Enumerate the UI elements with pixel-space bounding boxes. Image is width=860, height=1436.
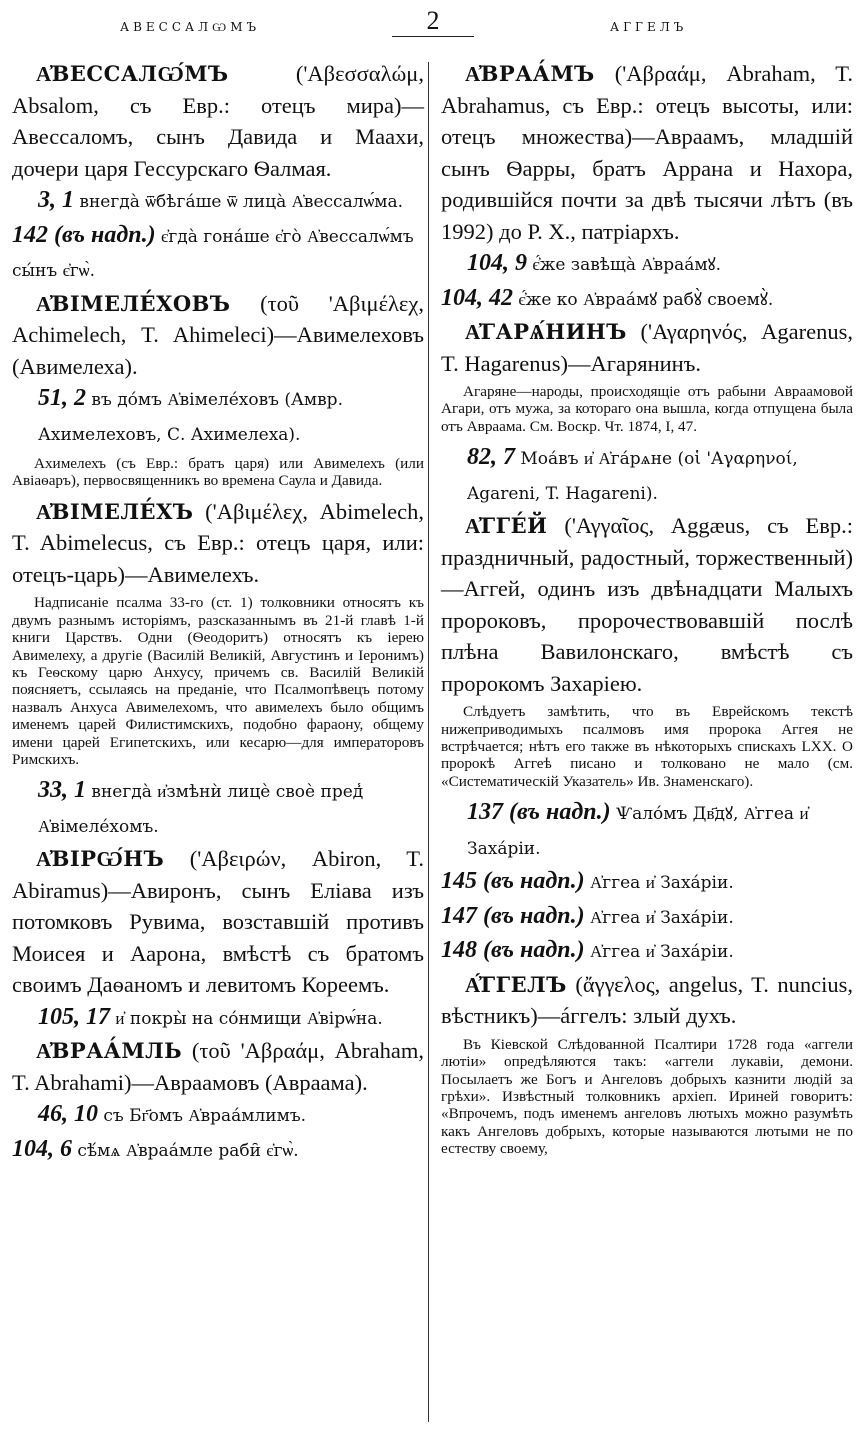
- citation-reference: 33, 1: [38, 777, 86, 804]
- psalm-citation: [441, 934, 853, 969]
- dictionary-entry: [12, 496, 424, 591]
- citation-reference: 105, 17: [38, 1003, 110, 1030]
- citation-reference: 3, 1: [38, 187, 74, 213]
- psalm-citation: [467, 247, 853, 282]
- entry-headword: А҆ВРАА́МЛЬ: [36, 1038, 183, 1064]
- citation-reference: 137 (въ надп.): [467, 799, 611, 826]
- entry-headword: А҆́ГГЕЛЪ: [465, 971, 567, 997]
- entry-definition: (ἄγγελος, angelus, T. nuncius, вѣстникъ)—áггелъ: злый духъ.: [441, 971, 853, 1029]
- citation-reference: 51, 2: [38, 385, 86, 411]
- dictionary-entry: [441, 510, 853, 699]
- dictionary-entry: [441, 58, 853, 247]
- entry-definition: ('Αβραάμ, Abraham, T. Abrahamus, съ Евр.: отецъ высоты, или: отецъ множества)—Авраамъ, младшій сынъ Ѳарры, братъ Аррана и Нахора, родившійся почти за двѣ тысячи лѣтъ (въ 1992) до Р. Х., патріархъ.: [441, 61, 853, 244]
- citation-slavonic-text: сѣ́мѧ А҆враа́мле раби̑ є҆гѡ̀.: [72, 1140, 299, 1161]
- header-left-word: АВЕССАЛѠМЪ: [120, 20, 261, 34]
- entry-definition: ('Αβιμέλεχ, Abimelech, T. Abimelecus, съ Евр.: отецъ царя, или: отецъ-царь)—Авимелехъ.: [12, 498, 424, 587]
- citation-reference: 104, 9: [467, 250, 527, 276]
- right-column: [441, 58, 853, 1164]
- citation-slavonic-text: Ѱало́мъ Дв҃дꙋ, А҆ггеа и҆ Заха́ріи.: [467, 804, 809, 859]
- psalm-citation: [38, 1098, 424, 1133]
- citation-slavonic-text: въ до́мъ А҆вімеле́ховъ (Амвр. Ахимелеховъ, С. Ахимелеха).: [38, 390, 343, 445]
- citation-reference: 104, 42: [441, 284, 513, 311]
- citation-reference: 145 (въ надп.): [441, 868, 585, 895]
- entry-definition: ('Αγαρηνός, Agarenus, T. Hagarenus)—Агарянинъ.: [441, 319, 853, 376]
- psalm-citation: [467, 441, 853, 510]
- citation-slavonic-text: є҆гда̀ гона́ше є҆го̀ А҆вессалѡ́мъ сы́нъ є҆гѡ̀.: [12, 226, 414, 281]
- citation-reference: 147 (въ надп.): [441, 902, 585, 929]
- column-divider: [428, 62, 429, 1422]
- psalm-citation: [38, 774, 424, 843]
- entry-definition: (τοῦ 'Αβιμέλεχ, Achimelech, T. Ahimeleci)—Авимелеховъ (Авимелеха).: [12, 290, 424, 379]
- entry-headword: А҆ВРАА́МЪ: [465, 61, 595, 86]
- citation-slavonic-text: внегда̀ и҆змѣнѝ лицѐ своѐ пред̾ А҆вімеле́хомъ.: [38, 782, 364, 837]
- citation-slavonic-text: є҆́же завѣща̀ А҆враа́мꙋ.: [527, 255, 721, 275]
- citation-slavonic-text: внегда̀ ѿбѣга́ше ѿ лица̀ А҆вессалѡ́ма.: [74, 192, 404, 212]
- dictionary-entry: [441, 969, 853, 1032]
- entry-headword: А҆ГАРѦ́НИНЪ: [465, 319, 627, 344]
- citation-reference: 104, 6: [12, 1135, 72, 1162]
- entry-headword: А҆ВІМЕЛЕ́ХОВЪ: [36, 290, 231, 316]
- entry-definition: ('Αβεσσαλώμ, Absalom, съ Евр.: отецъ мира)—Авессаломъ, сынъ Давида и Маахи, дочери царя Гессурскаго Ѳалмая.: [12, 61, 424, 181]
- dictionary-entry: [12, 843, 424, 1001]
- citation-reference: 142 (въ надп.): [12, 221, 156, 248]
- entry-headword: А҆ВІМЕЛЕ́ХЪ: [36, 498, 194, 524]
- entry-note: Въ Кіевской Слѣдованной Псалтири 1728 года «аггели лютіи» опредѣляются такъ: «аггели лукавіи, демони. Посылаетъ же Богъ и Ангеловъ добрыхъ казнити людій за грѣхи». Извѣстный толковникъ архіеп. Ириней говоритъ: «Впрочемъ, подъ именемъ ангеловъ лютыхъ можно разумѣть какъ Ангеловъ добрыхъ, которые называются лютыми не по естеству своему,: [441, 1035, 853, 1158]
- citation-reference: 82, 7: [467, 444, 515, 471]
- citation-slavonic-text: А҆ггеа и҆ Заха́ріи.: [584, 907, 734, 928]
- entry-headword: А҆ГГЕ́Й: [465, 513, 548, 539]
- running-header: [0, 6, 860, 46]
- entry-note: Агаряне—народы, происходящіе отъ рабыни Авраамовой Агари, отъ мужа, за котораго она вышла, когда отпущена была отъ Авраама. См. Воскр. Чт. 1874, I, 47.: [441, 383, 853, 435]
- citation-slavonic-text: А҆ггеа и҆ Заха́ріи.: [584, 942, 734, 963]
- citation-slavonic-text: є҆́же ко А҆враа́мꙋ рабꙋ̀ своемꙋ̀.: [513, 289, 774, 310]
- entry-definition: ('Αβειρών, Abiron, T. Abiramus)—Авиронъ, сынъ Еліава изъ потомковъ Рувима, возставшій противъ Моисея и Аарона, вмѣстѣ съ братомъ своимъ Даѳаномъ и левитомъ Кореемъ.: [12, 846, 424, 998]
- dictionary-entry: [441, 316, 853, 379]
- entry-note: Слѣдуетъ замѣтить, что въ Еврейскомъ текстѣ нижеприводимыхъ псалмовъ имя пророка Аггея не встрѣчается; нѣтъ его также въ нѣкоторыхъ спискахъ LXX. О пророкѣ Аггеѣ писано и толковано не мало (см. «Систематическій Указатель» Ив. Знаменскаго).: [441, 703, 853, 790]
- dictionary-entry: [12, 288, 424, 383]
- entry-note: Надписаніе псалма 33-го (ст. 1) толковники относятъ къ двумъ разнымъ исторіямъ, разсказаннымъ въ 21-й главѣ 1-й книги Царствъ. Одни (Ѳеодоритъ) относятъ къ іерею Авимелеху, а другіе (Василій Великій, Августинъ и Іеронимъ) къ Геѳскому царю Анхусу, причемъ св. Василій Великій поясняетъ, ссылаясь на преданіе, что Псалмопѣвецъ потому назвалъ Анхуса Авимелехомъ, что авимелехъ было общимъ именемъ царей Филистимскихъ, подобно фараону, общему имени царей Египетскихъ, или кесарю—для императоровъ Римскихъ.: [12, 594, 424, 768]
- psalm-citation: [467, 796, 853, 865]
- psalm-citation: [38, 1001, 424, 1036]
- page-number: 2: [392, 6, 474, 37]
- entry-definition: (τοῦ 'Αβραάμ, Abraham, T. Abrahami)—Авраамовъ (Авраама).: [12, 1038, 424, 1095]
- entry-definition: ('Αγγαῖος, Aggæus, съ Евр.: праздничный, радостный, торжественный)—Аггей, одинъ изъ двѣнадцати Малыхъ пророковъ, пророчествовавшій послѣ плѣна Вавилонскаго, вмѣстѣ съ пророкомъ Захаріею.: [441, 513, 853, 696]
- dictionary-entry: [12, 1035, 424, 1098]
- psalm-citation: [38, 382, 424, 451]
- citation-slavonic-text: и҆ покры̀ на со́нмищи А҆вірѡ́на.: [110, 1008, 383, 1029]
- citation-reference: 46, 10: [38, 1101, 98, 1128]
- psalm-citation: [12, 1133, 424, 1168]
- entry-headword: А҆ВЕССАЛѠ́МЪ: [36, 61, 229, 86]
- psalm-citation: [38, 184, 424, 219]
- citation-slavonic-text: А҆ггеа и҆ Заха́ріи.: [584, 873, 734, 894]
- dictionary-entry: [12, 58, 424, 184]
- psalm-citation: [12, 219, 424, 288]
- entry-note: Ахимелехъ (съ Евр.: братъ царя) или Авимелехъ (или Авіаѳаръ), первосвященникъ во времена Саула и Давида.: [12, 455, 424, 490]
- citation-reference: 148 (въ надп.): [441, 937, 585, 964]
- header-right-word: АГГЕЛЪ: [610, 20, 688, 34]
- entry-headword: А҆ВІРѠ́НЪ: [36, 846, 165, 872]
- citation-slavonic-text: Моа́въ и҆ А҆га́рѧне (οἱ 'Αγαρηνοί, Agareni, T. Hagareni).: [467, 449, 798, 504]
- psalm-citation: [441, 900, 853, 935]
- left-column: [12, 58, 424, 1167]
- psalm-citation: [441, 865, 853, 900]
- psalm-citation: [441, 282, 853, 317]
- citation-slavonic-text: съ Бг҃омъ А҆враа́млимъ.: [98, 1106, 307, 1127]
